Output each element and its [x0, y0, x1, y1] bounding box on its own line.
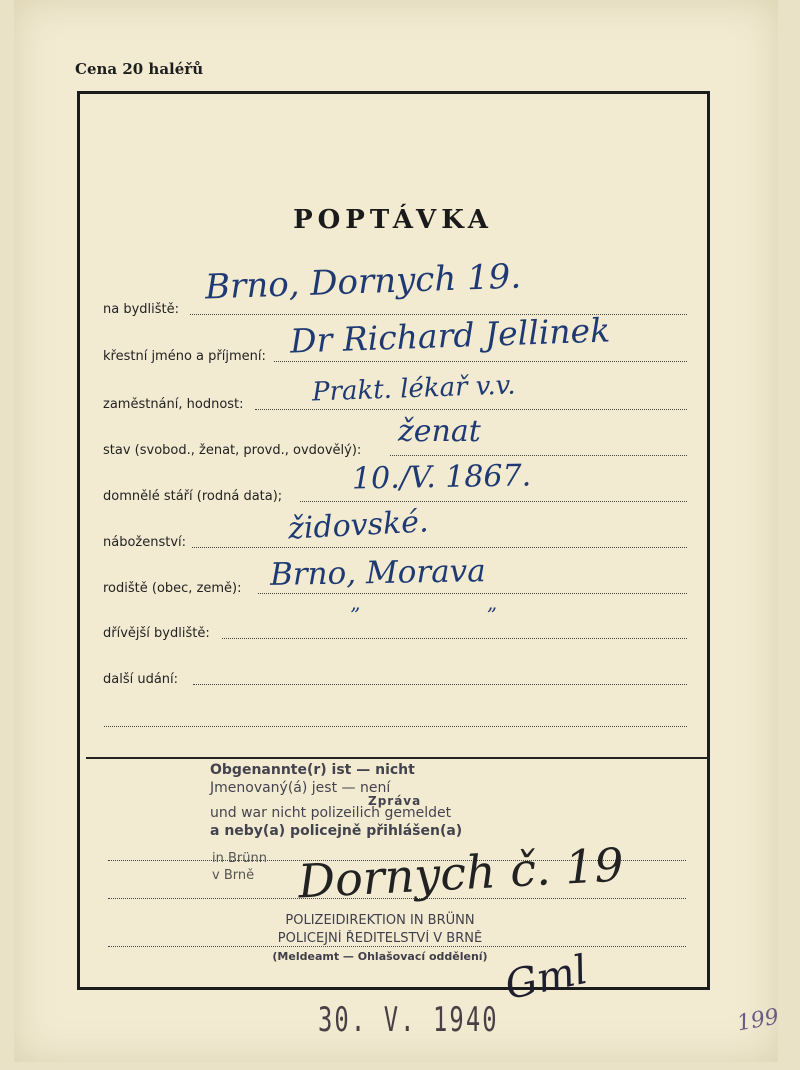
reply-line-de-2: und war nicht polizeilich gemeldet — [210, 805, 452, 821]
field-value-religion: židovské. — [287, 504, 430, 547]
field-label-name: křestní jméno a příjmení: — [103, 349, 266, 364]
authority-de: POLIZEIDIREKTION IN BRÜNN — [285, 913, 475, 928]
field-label-birthplace: rodiště (obec, země): — [103, 581, 242, 596]
field-line-birth-date — [300, 501, 687, 502]
field-line-previous-residence — [222, 638, 687, 639]
section-divider — [86, 757, 709, 759]
field-label-occupation: zaměstnání, hodnost: — [103, 397, 244, 412]
reply-city-de: in Brünn — [212, 851, 267, 866]
official-signature: Gml — [501, 946, 592, 1010]
field-line-marital-status — [390, 455, 687, 456]
field-value-previous-residence: ” ” — [350, 603, 497, 627]
reply-line-cz-1: Jmenovaný(á) jest — není — [210, 780, 391, 796]
field-label-religion: náboženství: — [103, 535, 187, 550]
field-line-birthplace — [258, 593, 687, 594]
field-label-birth-date: domnělé stáří (rodná data); — [103, 489, 283, 504]
field-label-marital-status: stav (svobod., ženat, provd., ovdovělý): — [103, 443, 362, 458]
authority-cz: POLICEJNÍ ŘEDITELSTVÍ V BRNĚ — [277, 931, 483, 946]
form-title: POPTÁVKA — [293, 205, 493, 235]
reply-city-cz: v Brně — [212, 868, 255, 883]
field-label-previous-residence: dřívější bydliště: — [103, 626, 210, 641]
field-value-marital-status: ženat — [398, 414, 481, 449]
folio-number: 199 — [735, 1004, 781, 1037]
reply-line-cz-2: a neby(a) policejně přihlášen(a) — [210, 823, 463, 839]
field-value-birth-date: 10./V. 1867. — [351, 458, 532, 497]
reply-address-handwritten: Dornych č. 19 — [296, 837, 625, 909]
field-line-religion — [192, 547, 687, 548]
reply-line-de-1: Obgenannte(r) ist — nicht — [210, 762, 415, 778]
date-stamp: 30. V. 1940 — [318, 1000, 499, 1040]
field-line-residence — [190, 314, 687, 315]
field-line-other-info — [193, 684, 687, 685]
field-line-occupation — [255, 409, 687, 410]
reply-line-authority — [108, 946, 686, 947]
field-value-occupation: Prakt. lékař v.v. — [311, 370, 517, 408]
field-value-residence: Brno, Dornych 19. — [204, 256, 522, 308]
authority-department: (Meldeamt — Ohlašovací oddělení) — [272, 950, 488, 963]
price-note: Cena 20 haléřů — [75, 60, 204, 78]
field-label-other-info: další udání: — [103, 672, 179, 687]
field-line-name — [274, 361, 687, 362]
field-label-residence: na bydliště: — [103, 302, 180, 317]
field-value-name: Dr Richard Jellinek — [289, 310, 611, 361]
reply-zprava: Zpráva — [368, 794, 422, 808]
field-line-extra — [104, 726, 687, 727]
field-value-birthplace: Brno, Morava — [269, 553, 486, 593]
